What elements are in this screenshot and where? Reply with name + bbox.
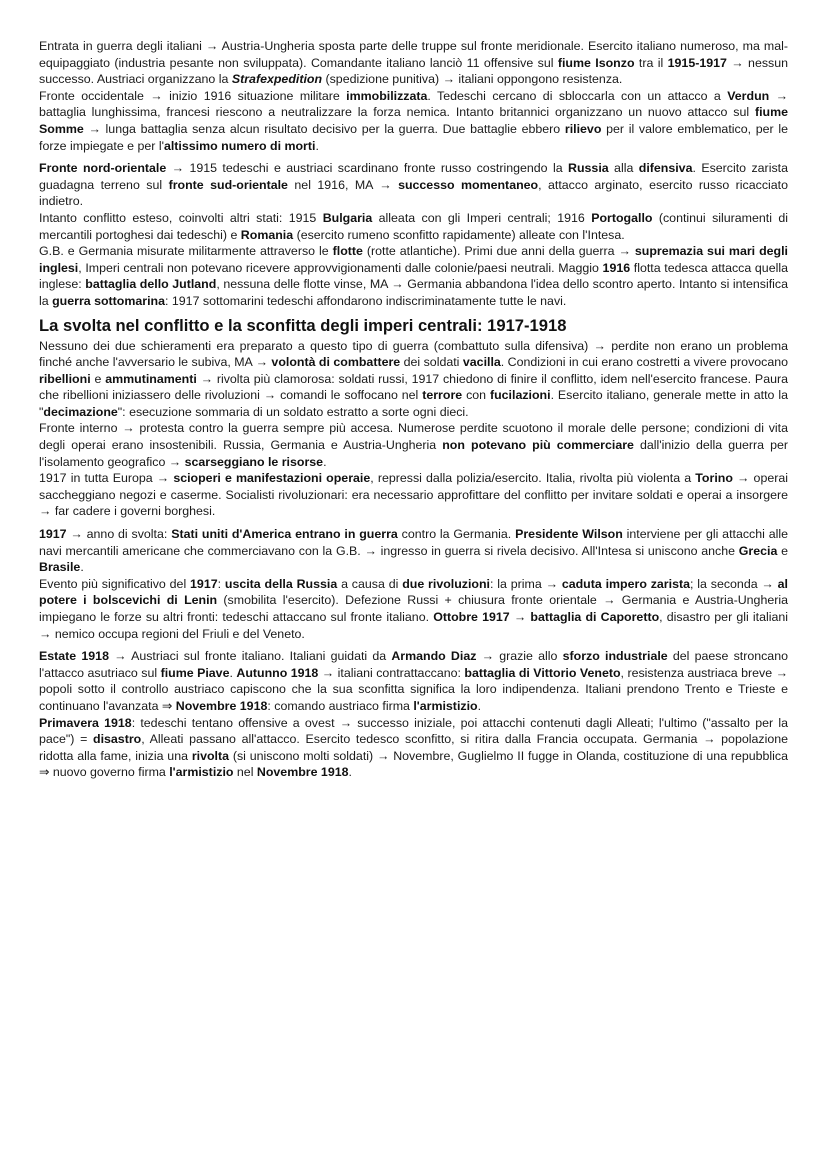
bold-text: Russia xyxy=(568,161,609,176)
paragraph xyxy=(39,648,788,714)
bold-text: Novembre 1918 xyxy=(175,698,268,713)
section-heading: La svolta nel conflitto e la sconfitta degli imperi centrali: 1917-1918 xyxy=(39,315,567,335)
bold-text: Torino xyxy=(695,471,733,486)
bold-text: Portogallo xyxy=(591,210,653,225)
bold-text: Ottobre 1917 xyxy=(433,610,510,624)
bold-text: guerra sottomarina xyxy=(52,293,166,308)
paragraph xyxy=(39,470,788,520)
bold-text: Verdun xyxy=(727,88,770,103)
bold-text: Primavera 1918 xyxy=(39,715,132,730)
bold-text: Bulgaria xyxy=(322,210,373,225)
bold-text: scioperi e manifestazioni operaie xyxy=(173,471,371,486)
bold-text: non potevano più commerciare xyxy=(442,438,634,453)
text-run: → operai saccheggiano negozi e caserme. Socialisti rivoluzionari: era necessario approfittare del conflitto per invitare soldati e operai a insorgere → far cadere i governi borghesi. xyxy=(39,471,788,519)
bold-text: decimazione xyxy=(43,404,118,419)
text-run: . xyxy=(323,454,327,469)
text-run: dall'inizio della guerra per l'isolamento geografico → xyxy=(39,438,788,469)
text-run: Fronte interno → protesta contro la guerra sempre più accesa. Numerose perdite scuotono il morale delle persone; condizioni di vita degli operai erano insostenibili. Russia, Germania e Austria-Ungheria xyxy=(39,421,788,453)
text-run: flotta tedesca attacca quella inglese: xyxy=(39,260,788,292)
emphasis-text: Strafexpedition xyxy=(231,72,323,87)
text-run: : tedeschi tentano offensive a ovest → successo iniziale, poi attacchi contenuti dagli Alleati; l'ultimo ("assalto per la pace") = xyxy=(39,715,788,747)
text-run: , Alleati passano all'attacco. Esercito tedesco sconfitto, si ritira dalla Francia occupata. Germania → popolazione ridotta alla fame, inizia una xyxy=(39,732,788,763)
bold-text: Stati uniti d'America entrano in guerra xyxy=(171,527,398,542)
text-run: . xyxy=(229,665,237,680)
text-run: . xyxy=(348,765,352,780)
bold-text: l'armistizio xyxy=(413,698,478,713)
text-run: Entrata in guerra degli italiani → Austria-Ungheria sposta parte delle truppe sul fronte meridionale. Esercito italiano numeroso, ma mal-equipaggiato (industria pesante non sviluppata). Comandante italiano lanciò 11 offensive sul xyxy=(39,39,788,70)
bold-text: disastro xyxy=(93,732,142,747)
text-run: Intanto conflitto esteso, coinvolti altri stati: 1915 xyxy=(39,210,323,225)
text-run: (spedizione punitiva) → italiani oppongono resistenza. xyxy=(322,72,623,87)
text-run: (si uniscono molti soldati) → Novembre, Guglielmo II fugge in Olanda, costituzione di una repubblica ⇒ nuovo governo firma xyxy=(39,748,788,780)
text-run: a causa di xyxy=(337,576,403,591)
paragraph xyxy=(39,526,788,576)
text-run: per il valore emblematico, per le forze impiegate e per l' xyxy=(39,121,788,153)
paragraph xyxy=(39,715,788,781)
text-run: : comando austriaco firma xyxy=(267,698,414,713)
bold-text: battaglia dello Jutland xyxy=(85,277,217,292)
paragraph xyxy=(39,88,788,154)
text-run: . xyxy=(315,138,319,153)
bold-text: Armando Diaz xyxy=(391,649,477,664)
text-run: . Esercito zarista guadagna terreno sul xyxy=(39,161,788,192)
bold-text: immobilizzata xyxy=(346,88,428,103)
text-run: alla xyxy=(608,161,639,176)
paragraph xyxy=(39,338,788,421)
text-run: : la prima → xyxy=(490,576,562,591)
text-run: del paese stroncano l'attacco asutriaco sul xyxy=(39,649,788,680)
bold-text: Romania xyxy=(240,227,294,242)
text-run: , repressi dalla polizia/esercito. Italia, rivolta più violenta a xyxy=(370,471,696,486)
bold-text: terrore xyxy=(422,388,463,403)
text-run: . Esercito italiano, generale mette in atto la " xyxy=(39,388,788,419)
text-run: interviene per gli attacchi alle navi mercantili americane che commerciavano con la G.B. → ingresso in guerra si rivela decisivo. All'Intesa si uniscono anche xyxy=(39,527,789,558)
text-run: : xyxy=(217,576,225,591)
text-run: : 1917 sottomarini tedeschi affondarono indiscriminatamente tutte le navi. xyxy=(165,293,567,308)
text-run: , attacco arginato, esercito russo ricacciato indietro. xyxy=(39,177,789,209)
bold-text: fiume Piave xyxy=(160,665,230,680)
paragraph xyxy=(39,576,788,642)
bold-text: rivolta xyxy=(191,748,230,763)
text-run: Evento più significativo del xyxy=(39,576,191,591)
paragraph xyxy=(39,38,788,88)
bold-text: fronte sud-orientale xyxy=(168,177,288,192)
text-run: contro la Germania. xyxy=(397,527,516,542)
bold-text: Brasile xyxy=(39,560,81,575)
text-run: → anno di svolta: xyxy=(66,527,172,542)
bold-text: vacilla xyxy=(462,355,501,370)
bold-text: ribellioni xyxy=(39,371,91,386)
text-run: → 1915 tedeschi e austriaci scardinano fronte russo costringendo la xyxy=(166,161,569,176)
text-run: alleata con gli Imperi centrali; 1916 xyxy=(372,210,592,225)
bold-text: al potere i bolscevichi di Lenin xyxy=(39,576,788,608)
bold-text: due rivoluzioni xyxy=(402,576,491,591)
text-run: dei soldati xyxy=(400,355,463,370)
bold-text: volontà di combattere xyxy=(271,355,401,370)
text-run: (esercito rumeno sconfitto rapidamente) alleate con l'Intesa. xyxy=(293,227,625,242)
text-run: Nessuno dei due schieramenti era preparato a questo tipo di guerra (combattuto sulla difensiva) → perdite non erano un problema finché anche l'avversario le subiva, MA → xyxy=(39,338,788,370)
bold-text: fucilazioni xyxy=(489,388,551,403)
text-run: ; la seconda → xyxy=(690,576,778,591)
text-run: . Condizioni in cui erano costretti a vivere provocano xyxy=(500,355,789,370)
text-run: . xyxy=(80,560,84,575)
text-run: tra il xyxy=(634,55,668,70)
bold-text: successo momentaneo xyxy=(398,177,539,192)
text-run: → rivolta più clamorosa: soldati russi, 1917 chiedono di finire il conflitto, idem nell'esercito francese. Paura che ribellioni iniziassero delle rivoluzioni → comandi le soffocano nel xyxy=(39,371,788,403)
text-run: G.B. e Germania misurate militarmente attraverso le xyxy=(39,244,333,259)
text-run: → battaglia lunghissima, francesi riescono a neutralizzare la forza nemica. Intanto britannici organizzano un nuovo attacco sul xyxy=(39,88,788,120)
bold-text: Novembre 1918 xyxy=(256,765,349,780)
bold-text: rilievo xyxy=(564,121,602,136)
bold-text: 1917 xyxy=(190,576,218,591)
bold-text: 1916 xyxy=(602,260,631,275)
bold-text: Fronte nord-orientale xyxy=(39,161,167,176)
text-run: , Imperi centrali non potevano ricevere approvvigionamenti dalle colonie/paesi neutrali. Maggio xyxy=(78,260,603,275)
text-run: → lunga battaglia senza alcun risultato decisivo per la guerra. Due battaglie ebbero xyxy=(83,121,565,136)
text-run: nel 1916, MA → xyxy=(287,177,399,192)
bold-text: 1915-1917 xyxy=(667,55,727,70)
text-run: → italiani contrattaccano: xyxy=(318,665,465,680)
bold-text: battaglia di Caporetto xyxy=(530,610,660,624)
text-run: . xyxy=(477,698,482,713)
text-run: e xyxy=(90,371,106,386)
bold-text: flotte xyxy=(332,244,363,259)
bold-text: Presidente Wilson xyxy=(515,527,623,542)
text-run: (smobilita l'esercito). Defezione Russi + chiusura fronte orientale → Germania e Austria-Ungheria impiegano le forze su altri fronti: tedeschi attaccano sul fronte italiano. xyxy=(39,593,788,624)
bold-text: difensiva xyxy=(638,161,693,176)
text-run: 1917 in tutta Europa → xyxy=(39,471,174,486)
text-run: Fronte occidentale → inizio 1916 situazione militare xyxy=(39,88,347,103)
bold-text: fiume Isonzo xyxy=(557,55,635,70)
bold-text: supremazia sui mari degli inglesi xyxy=(39,244,788,275)
text-run: ": esecuzione sommaria di un soldato estratto a sorte ogni dieci. xyxy=(117,404,469,419)
paragraph xyxy=(39,243,788,309)
text-run: . Tedeschi cercano di sbloccarla con un attacco a xyxy=(427,88,728,103)
text-run: e xyxy=(777,543,788,558)
bold-text: fiume Somme xyxy=(39,105,788,136)
text-run: → grazie allo xyxy=(476,649,563,664)
bold-text: Autunno 1918 xyxy=(236,665,319,680)
bold-text: scarseggiano le risorse xyxy=(184,454,324,469)
text-run: → Austriaci sul fronte italiano. Italiani guidati da xyxy=(108,649,392,664)
paragraph xyxy=(39,160,788,210)
text-run: → xyxy=(509,610,531,624)
text-run: con xyxy=(462,388,490,403)
bold-text: 1917 xyxy=(39,527,67,542)
text-run: → nessun successo. Austriaci organizzano la xyxy=(39,55,789,87)
document-page xyxy=(39,38,788,781)
bold-text: Grecia xyxy=(738,543,778,558)
text-run: (continui siluramenti di mercantili portoghesi dai tedeschi) e xyxy=(39,210,789,242)
bold-text: battaglia di Vittorio Veneto xyxy=(464,665,621,680)
text-run: , nessuna delle flotte vinse, MA → Germania abbandona l'idea dello scontro aperto. Intanto si intensifica la xyxy=(39,277,789,308)
paragraph xyxy=(39,420,788,470)
bold-text: caduta impero zarista xyxy=(561,576,690,591)
bold-text: l'armistizio xyxy=(169,765,234,780)
text-run: (rotte atlantiche). Primi due anni della guerra → xyxy=(362,244,635,259)
bold-text: altissimo numero di morti xyxy=(163,138,316,153)
paragraph xyxy=(39,210,788,243)
bold-text: sforzo industriale xyxy=(562,649,668,664)
text-run: nel xyxy=(233,765,257,780)
bold-text: uscita della Russia xyxy=(224,576,338,591)
bold-text: Estate 1918 xyxy=(39,649,109,664)
text-run: , resistenza austriaca breve → popoli sotto il controllo austriaco capiscono che la sua sconfitta significa la loro indipendenza. Italiani prendono Trento e Trieste e continuano l'avanzata ⇒ xyxy=(39,665,788,713)
bold-text: ammutinamenti xyxy=(105,371,197,386)
text-run: , disastro per gli italiani → nemico occupa regioni del Friuli e del Veneto. xyxy=(39,610,789,641)
